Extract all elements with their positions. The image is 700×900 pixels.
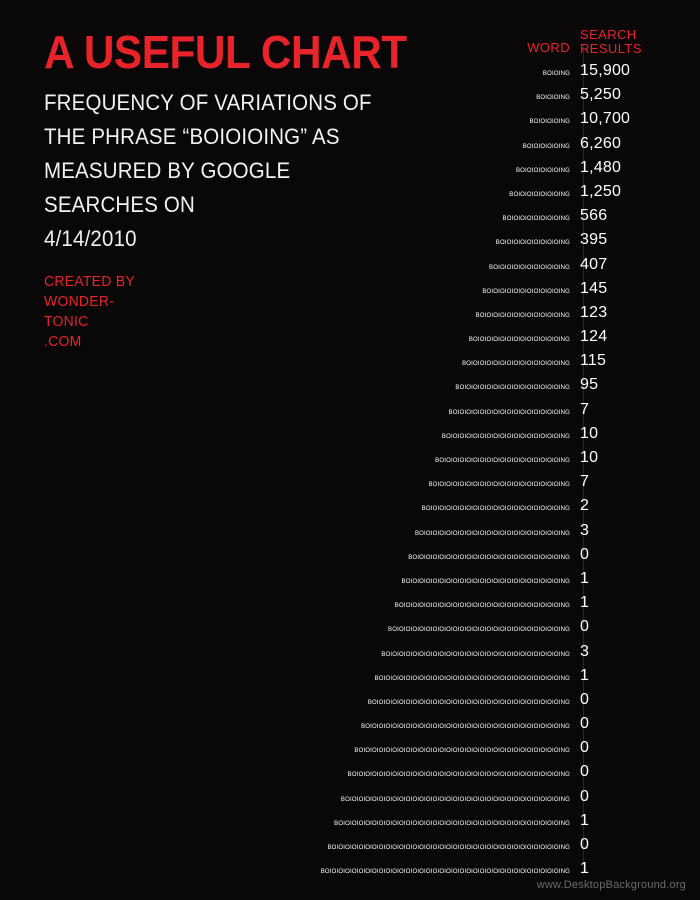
row-word: BOIOIOIOIOIOIOIOIOIOIOIOIOIOING [462,361,570,368]
table-row [0,85,700,109]
row-value: 395 [580,231,608,249]
row-word: BOIOIOIOIOIOIOIOIOIOIOIOIOIOIOIOIOIOIOIOIOIOIOIOIOIOIOIOIOIOIOIOING [340,796,570,803]
row-word: BOIOIOIOIOIOIOIOIOIOIOIOIOIOIOIOIOING [441,433,570,440]
table-row [0,61,700,85]
table-row [0,811,700,835]
subtitle-date: 4/14/2010 [44,226,137,251]
table-row [0,327,700,351]
watermark: www.DesktopBackground.org [536,879,686,891]
row-value: 0 [580,739,590,757]
table-row [0,545,700,569]
row-value: 7 [580,473,590,491]
row-word: BOIOIOIOIOIOIOIOING [502,216,570,223]
row-word: BOIOIOIOIOIOIOIOIOIOIOIOIOIOIOIOIOIOIOIOIOIOIOIOIOIOIOIOIOIOIOIOIOIOING [327,845,570,851]
table-row [0,569,700,593]
row-value: 0 [580,545,590,563]
row-word: BOIOIOIOIOIOIOIOIOIOIOIOIOIOIOIOIOIOIOIOIOIOIOIOIOIOIOIOIOIOIOIOIOING [334,820,570,827]
table-row [0,762,700,786]
table-row [0,303,700,327]
row-value: 0 [580,836,590,853]
table-row [0,424,700,448]
row-word: BOIOIOIOIOIOIOIOIOIOIOIOIOIOIOIOIOIOIOIOIOIOIOIOING [394,603,570,610]
row-value: 123 [580,303,608,321]
row-word: BOIOIOIOIOIOIOIOIOIOIOIOIOIOIOIOIOIOIOIOIOIOIOIOIOIOIOING [374,675,570,682]
row-word: BOIOIOIOING [529,119,570,126]
row-word: BOIOIOIOIOIOIOIOIOIOIOIOIOIOIOING [455,385,570,392]
row-value: 7 [580,400,590,418]
row-word: BOIOIOIOIOIOIOIOIOIOIOIOIOIOIOIOIOIOIOIOIOIOIOIOIOIOIOIOIOIOIOIOIOIOIOING [320,869,570,876]
row-value: 10,700 [580,110,631,128]
row-word: BOIOIOIOIOIOIOIOIOIOIOIOIOIOIOIOIOIOIOIOIOIOIOIOIOIOIOIOING [367,699,570,706]
row-value: 10 [580,449,599,466]
row-value: 1,480 [580,158,622,176]
credit-line: .COM [44,333,82,350]
row-value: 3 [580,521,590,539]
table-row [0,714,700,738]
row-word: BOIOIOIOIOIOIOIOIOIOIOIOIOIOIOIOIOIOING [435,458,570,464]
row-word: BOIOIOIOIOIOIOIOIOING [495,240,570,247]
row-word: BOIOIOIOIOIOIOIOIOIOIOIOIOIOIOIOIOIOIOIOIOIOIOIOIOIOIOIOIOIOING [354,748,570,755]
table-row [0,206,700,230]
table-row [0,738,700,762]
table-row [0,666,700,690]
row-value: 10 [580,424,599,442]
table-row [0,109,700,133]
row-word: BOIOIOIOIOIOIOING [509,191,570,198]
row-word: BOIOIOIOIOING [522,143,570,150]
row-value: 95 [580,376,599,394]
table-row [0,182,700,206]
table-row [0,351,700,375]
column-header-results-line2: RESULTS [580,41,642,56]
row-value: 1 [580,569,590,587]
row-value: 0 [580,715,590,733]
table-row [0,448,700,472]
row-value: 1 [580,811,590,829]
subtitle-line: FREQUENCY OF VARIATIONS OF [44,90,372,115]
row-word: BOIOIOIOIOIOIOIOIOIOIOIOIOIOIOIOIOIOIOIOING [421,506,570,513]
row-value: 0 [580,618,590,636]
table-row [0,375,700,399]
row-word: BOIOIOIOIOIOIOIOIOIOIOIOIOIOIOIOIOIOIOIOIOIOIOIOIOIOIOIOIOIOIOING [347,772,570,779]
row-value: 145 [580,279,608,297]
credit-line: CREATED BY [44,273,135,290]
chart-rows [0,61,700,883]
row-value: 1 [580,666,590,684]
table-row [0,642,700,666]
subtitle-line: THE PHRASE “BOIOIOING” AS [44,124,340,149]
page-title: A USEFUL CHART [44,26,407,78]
row-value: 1 [580,860,590,878]
row-value: 5,250 [580,86,622,104]
table-row [0,255,700,279]
table-row [0,158,700,182]
table-row [0,521,700,545]
table-row [0,690,700,714]
row-word: BOIOIOIOIOIOIOIOIOIOIOIOIOIOIOIOIOIOIOING [428,482,570,489]
table-row [0,230,700,254]
row-word: BOIOIOING [536,95,570,102]
row-word: BOIOIOIOIOIOIOIOIOIOIOIOING [475,312,570,319]
row-value: 6,260 [580,134,622,152]
row-value: 0 [580,690,590,708]
table-row [0,496,700,520]
row-value: 0 [580,763,590,781]
row-word: BOIOIOIOIOIOIOIOIOIOIOIOIOIOIOIOING [448,409,570,416]
row-value: 1 [580,594,590,612]
column-header-results-line1: SEARCH [580,27,637,42]
row-value: 1,250 [580,182,622,200]
row-value: 407 [580,255,608,273]
table-row [0,593,700,617]
table-row [0,472,700,496]
table-row [0,134,700,158]
table-row [0,787,700,811]
chart [0,28,700,883]
row-value: 3 [580,642,590,660]
subtitle-line: SEARCHES ON [44,192,195,217]
row-value: 2 [580,497,590,515]
row-word: BOIOIOIOIOIOIOIOIOIOIOIOIOIOIOIOIOIOIOIOIOIOIOIOIOIOIOIOIOING [361,724,570,731]
row-value: 0 [580,787,590,805]
row-word: BOIOIOIOIOIOIOIOIOIOING [489,264,570,271]
table-row [0,835,700,859]
row-value: 115 [580,352,607,370]
column-header-results [580,28,690,56]
chart-header-row [0,28,700,56]
table-row [0,400,700,424]
row-word: BOIOIOIOIOIOIOIOIOIOIOIOIOIOIOIOIOIOIOIOIOIOIOIOIOING [388,627,570,634]
table-row [0,279,700,303]
row-word: BOIOIOIOIOIOIOIOIOIOIOIOIOING [468,337,570,344]
column-header-word: WORD [527,40,570,55]
credit-line: TONIC [44,313,89,330]
table-row [0,617,700,641]
row-word: BOIOIOIOIOIOIOIOIOIOIOING [482,288,570,295]
subtitle-line: MEASURED BY GOOGLE [44,158,291,183]
row-word: BOIOING [542,71,570,77]
row-word: BOIOIOIOIOIOIOIOIOIOIOIOIOIOIOIOIOIOIOIOIOIOIOIOIOIOING [381,651,570,658]
row-word: BOIOIOIOIOIOIOIOIOIOIOIOIOIOIOIOIOIOIOIOIOIOING [408,554,570,561]
row-value: 15,900 [580,62,631,79]
row-value: 124 [580,328,608,346]
credit-line: WONDER- [44,293,115,310]
row-word: BOIOIOIOIOIOIOIOIOIOIOIOIOIOIOIOIOIOIOIOIOIOIOING [401,578,570,585]
row-word: BOIOIOIOIOIOIOIOIOIOIOIOIOIOIOIOIOIOIOIOIOING [414,530,570,537]
row-value: 566 [580,207,608,225]
row-word: BOIOIOIOIOIOING [515,167,570,174]
